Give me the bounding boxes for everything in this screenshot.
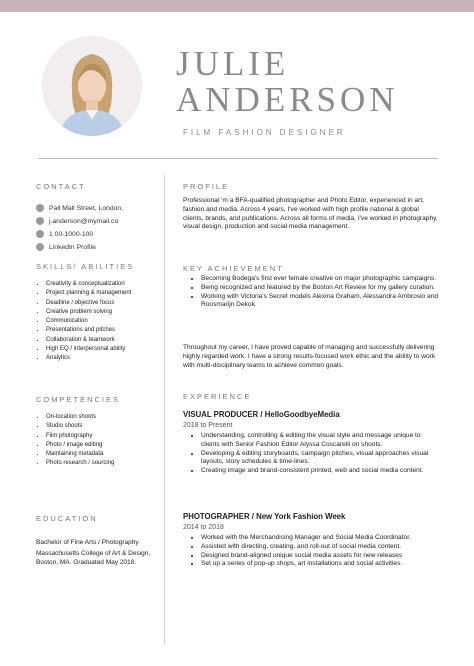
list-item: • Maintaining metadata (46, 450, 160, 459)
experience-heading: EXPERIENCE (183, 392, 252, 401)
job-entry (183, 512, 439, 569)
education-block (36, 538, 160, 567)
job-dates: 2018 to Present (183, 422, 233, 429)
list-item: • Creative problem solving (46, 308, 160, 317)
contact-address: Pall Mall Street, London, (49, 204, 124, 212)
list-item: • Creativity & conceptualization (46, 280, 160, 289)
list-item: • High EQ / interpersonal ability (46, 345, 160, 354)
job-entry (183, 410, 439, 476)
achievement-list (183, 275, 439, 310)
profile-text: Professional 'm a BFA-qualified photographer and Photo Editor, experienced in art, fashion and media. Across 4 years, I've worked with high profile national & global clients, brands, and publications. Across all forms of media, I've worked in photography, visual design, production and social media management. (183, 197, 438, 231)
list-item: • Set up a series of pop-up shops, art installations and social activities. (201, 560, 439, 569)
last-name: ANDERSON (176, 80, 399, 119)
list-item: • Understanding, controlling & editing the visual style and message unique to clients with Senior Fashion Editor Alyssa Coscarelli on shoots. (201, 432, 439, 450)
list-item: • Photo research / sourcing (46, 459, 160, 468)
achievement-paragraph: Throughout my career, I have proved capable of managing and successfully delivering highly regarded work. I have a strong results-focused work ethic and the ability to work with multi-disciplinary teams to achieve common goals. (183, 344, 436, 369)
education-heading: EDUCATION (36, 514, 98, 523)
key-achievement-heading: KEY ACHIEVEMENT (183, 264, 284, 273)
list-item: • Becoming Bodega's first ever female creative on major photographic campaigns. (201, 275, 439, 284)
list-item: • Developing & editing storyboards, campaign pitches, visual approaches visual layouts, story schedules & time-lines. (201, 450, 439, 468)
list-item: • Photo / image editing (46, 441, 160, 450)
profile-photo (42, 36, 142, 136)
job-title: FILM FASHION DESIGNER (183, 128, 346, 137)
contact-list (36, 202, 160, 254)
column-divider (164, 175, 165, 645)
competencies-heading: COMPETENCIES (36, 395, 121, 404)
contact-heading: CONTACT (36, 182, 86, 191)
list-item: • Communication (46, 317, 160, 326)
job-title: PHOTOGRAPHER / New York Fashion Week (183, 512, 346, 521)
education-school: Massachusetts College of Art & Design, Boston, MA. Graduated May 2018. (36, 550, 151, 566)
contact-email[interactable]: j.anderson@mymail.co (49, 217, 119, 225)
skills-heading: SKILLS/ ABILITIES (36, 262, 135, 271)
top-accent-bar (0, 0, 474, 12)
linkedin-icon (36, 243, 44, 251)
contact-phone: 1 00-1000-100 (49, 230, 94, 238)
job-title: VISUAL PRODUCER / HelloGoodbyeMedia (183, 410, 340, 419)
list-item: • Studio shoots (46, 422, 160, 431)
list-item: • Designed brand-aligned unique social media assets for new releases (201, 552, 439, 561)
contact-item-linkedin[interactable] (36, 241, 160, 253)
list-item: • Creating image and brand-consistent printed, web and social media content. (201, 467, 439, 476)
phone-icon (36, 230, 44, 238)
list-item: • Worked with the Merchandising Manager and Social Media Coordinator. (201, 534, 439, 543)
contact-item-phone (36, 228, 160, 240)
education-degree: Bachelor of Fine Arts / Photography (36, 539, 139, 546)
skills-list (36, 280, 160, 364)
list-item: • Collaboration & teamwork (46, 336, 160, 345)
list-item: • Project planning & management (46, 289, 160, 298)
email-icon (36, 217, 44, 225)
list-item: • Assisted with directing, creating, and roll-out of social media content. (201, 543, 439, 552)
profile-heading: PROFILE (183, 182, 230, 191)
contact-item-email[interactable] (36, 215, 160, 227)
competencies-list (36, 413, 160, 469)
list-item: • Working with Victoria's Secret models Alexina Graham, Alessandra Ambrosio and Roosmarijn Dekok. (201, 293, 439, 311)
list-item: • Film photography (46, 432, 160, 441)
job-dates: 2014 to 2018 (183, 524, 224, 531)
contact-item-address (36, 202, 160, 214)
list-item: • On-location shoots (46, 413, 160, 422)
list-item: • Presentations and pitches (46, 326, 160, 335)
header-divider (38, 158, 438, 159)
location-icon (36, 204, 44, 212)
contact-linkedin[interactable]: LinkedIn Profile (49, 243, 96, 251)
first-name: JULIE (176, 44, 290, 83)
list-item: • Analytics (46, 354, 160, 363)
list-item: • Being recognized and featured by the Boston Art Review for my gallery curation. (201, 284, 439, 293)
list-item: • Deadline / objective focus (46, 299, 160, 308)
